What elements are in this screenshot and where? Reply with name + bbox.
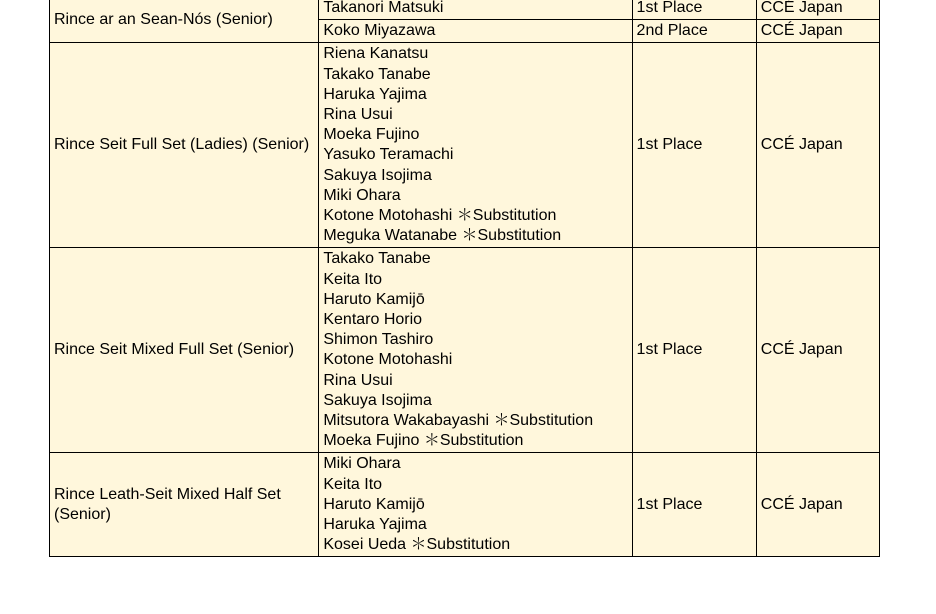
member-name: Rina Usui <box>323 371 393 389</box>
team-label: CCÉ Japan <box>760 136 843 154</box>
category-cell <box>50 248 319 453</box>
place-cell <box>632 20 756 43</box>
category-cell <box>50 0 319 43</box>
member-name: Kentaro Horio <box>323 311 423 329</box>
team-cell <box>756 20 879 43</box>
table-row <box>50 0 880 20</box>
place-label: 1st Place <box>636 136 703 154</box>
team-label: CCÉ Japan <box>760 0 843 16</box>
category-label: Rince Seit Mixed Full Set (Senior) <box>54 341 295 359</box>
member-name: Yasuko Teramachi <box>323 146 454 164</box>
category-label: Rince ar an Sean-Nós (Senior) <box>54 10 273 28</box>
member-name: Haruka Yajima <box>323 85 427 103</box>
member-name: Kosei Ueda ＊Substitution <box>323 536 511 554</box>
members-cell <box>319 453 632 557</box>
member-name: Rina Usui <box>323 106 393 124</box>
place-label: 1st Place <box>636 0 703 16</box>
place-cell <box>632 453 756 557</box>
place-label: 1st Place <box>636 495 703 513</box>
team-cell <box>756 43 879 248</box>
category-label: Rince Seit Full Set (Ladies) (Senior) <box>54 136 310 154</box>
place-label: 2nd Place <box>636 22 708 40</box>
members-cell <box>319 43 632 248</box>
team-label: CCÉ Japan <box>760 341 843 359</box>
category-cell <box>50 43 319 248</box>
members-cell <box>319 20 632 43</box>
member-name: Keita Ito <box>323 270 383 288</box>
member-name: Riena Kanatsu <box>323 45 429 63</box>
results-table <box>49 0 880 557</box>
member-name: Mitsutora Wakabayashi ＊Substitution <box>323 412 594 430</box>
category-label: Rince Leath-Seit Mixed Half Set (Senior) <box>54 485 281 523</box>
member-name: Takanori Matsuki <box>323 0 444 16</box>
table-row <box>50 43 880 248</box>
member-name: Takako Tanabe <box>323 65 431 83</box>
member-name: Shimon Tashiro <box>323 331 434 349</box>
place-label: 1st Place <box>636 341 703 359</box>
team-cell <box>756 453 879 557</box>
place-cell <box>632 43 756 248</box>
member-name: Kotone Motohashi ＊Substitution <box>323 207 557 225</box>
member-name: Sakuya Isojima <box>323 391 432 409</box>
member-name: Moeka Fujino <box>323 126 420 144</box>
place-cell <box>632 0 756 20</box>
results-table-body <box>50 0 880 557</box>
member-name: Keita Ito <box>323 475 383 493</box>
member-name: Takako Tanabe <box>323 250 431 268</box>
members-cell <box>319 0 632 20</box>
member-name: Miki Ohara <box>323 186 401 204</box>
member-name: Moeka Fujino ＊Substitution <box>323 432 524 450</box>
table-row <box>50 453 880 557</box>
member-name: Haruto Kamijō <box>323 290 425 308</box>
member-name: Miki Ohara <box>323 455 401 473</box>
place-cell <box>632 248 756 453</box>
member-name: Kotone Motohashi <box>323 351 453 369</box>
category-cell <box>50 453 319 557</box>
member-name: Meguka Watanabe ＊Substitution <box>323 227 562 245</box>
members-cell <box>319 248 632 453</box>
member-name: Sakuya Isojima <box>323 166 432 184</box>
member-name: Haruto Kamijō <box>323 495 425 513</box>
team-cell <box>756 248 879 453</box>
member-name: Koko Miyazawa <box>323 22 436 40</box>
team-label: CCÉ Japan <box>760 495 843 513</box>
team-cell <box>756 0 879 20</box>
table-row <box>50 248 880 453</box>
team-label: CCÉ Japan <box>760 22 843 40</box>
member-name: Haruka Yajima <box>323 516 427 534</box>
